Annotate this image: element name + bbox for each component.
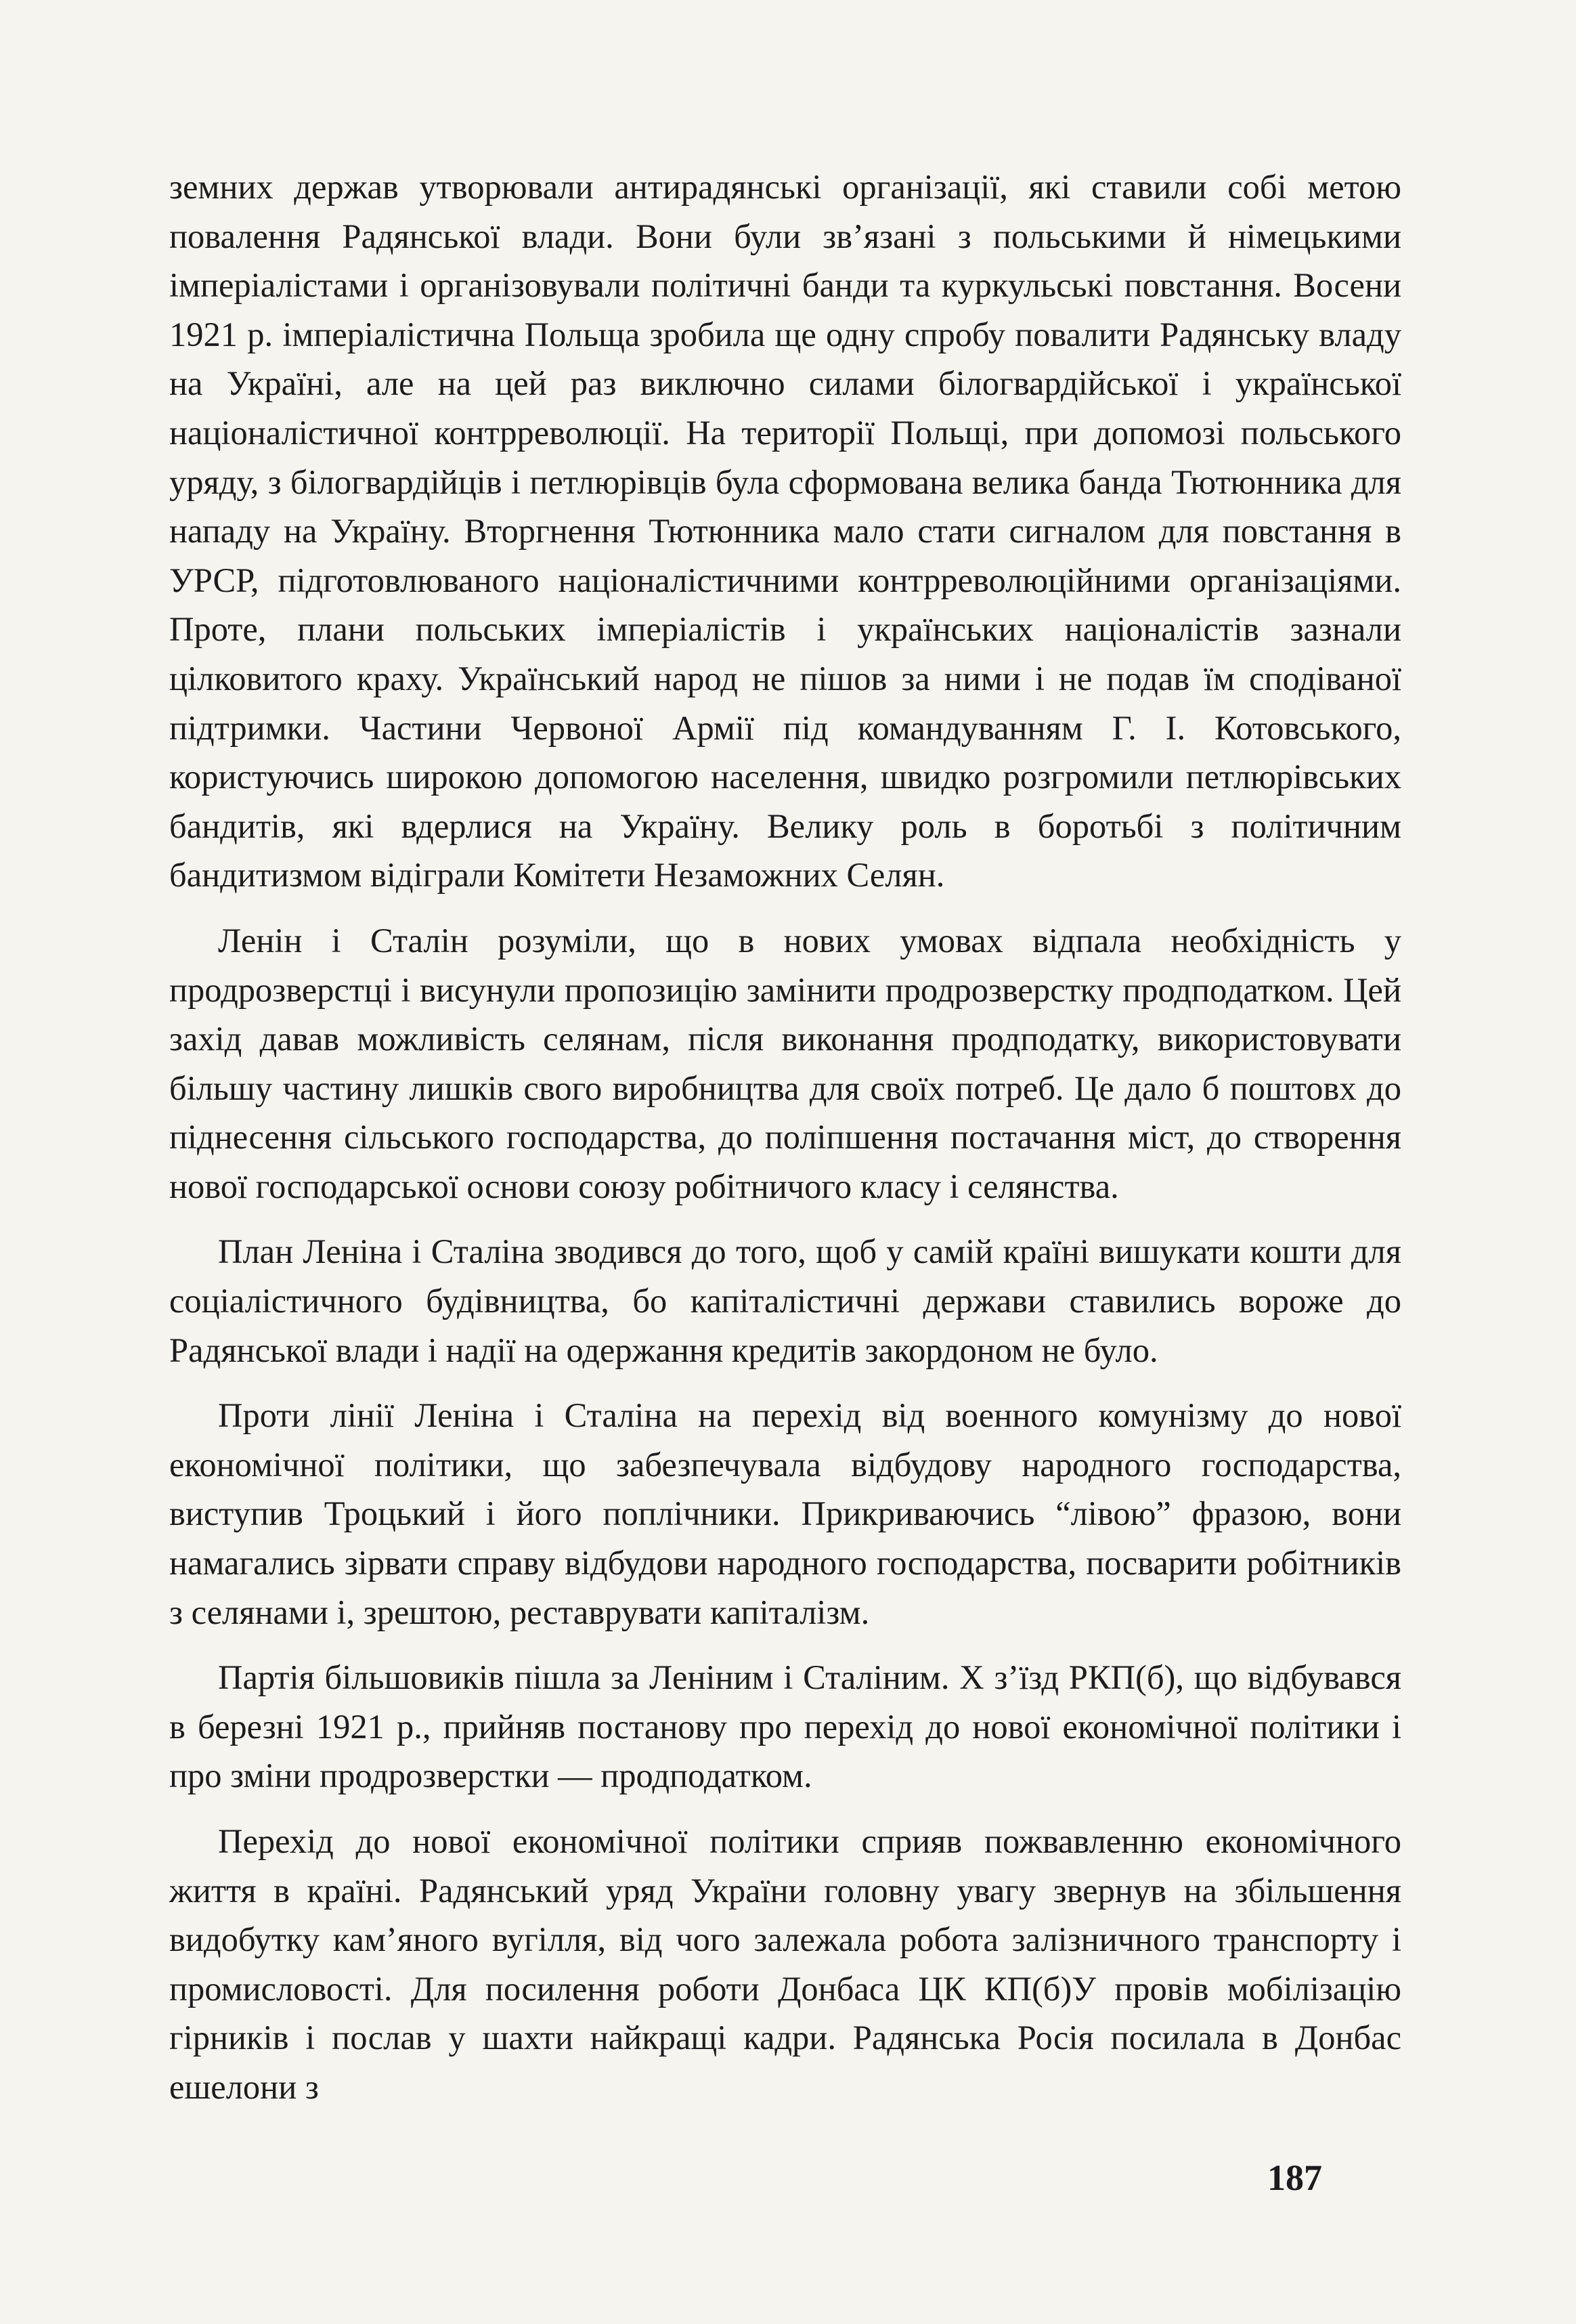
paragraph-3: План Леніна і Сталіна зводився до того, щоб у самій країні вишукати кошти для соціалістичного будівництва, бо капіталістичні держави ставились вороже до Радянської влади і надії на одержання кредитів закордоном не було. — [169, 1232, 1401, 1369]
page-number: 187 — [1267, 2157, 1322, 2198]
paragraph-4: Проти лінії Леніна і Сталіна на перехід від военного комунізму до нової економічної політики, що забезпечувала відбудову народного господарства, виступив Троцький і його поплічники. Прикриваючись “лівою” фразою, вони намагались зірвати справу відбудови народного господарства, посварити робітників з селянами і, зрештою, реставрувати капіталізм. — [169, 1396, 1401, 1631]
paragraph-5: Партія більшовиків пішла за Леніним і Сталіним. X з’їзд РКП(б), що відбувався в березні 1921 р., прийняв постанову про перехід до нової економічної політики і про зміни продрозверстки — продподатком. — [169, 1658, 1401, 1795]
paragraph-2: Ленін і Сталін розуміли, що в нових умовах відпала необхідність у продрозверстці і висунули пропозицію замінити продрозверстку продподатком. Цей захід давав можливість селянам, після виконання продподатку, використовувати більшу частину лишків свого виробництва для своїх потреб. Це дало б поштовх до піднесення сільського господарства, до поліпшення постачання міст, до створення нової господарської основи союзу робітничого класу і селянства. — [169, 921, 1401, 1205]
page-text — [169, 163, 1401, 2194]
paragraph-1: земних держав утворювали антирадянські організації, які ставили собі метою повалення Радянської влади. Вони були зв’язані з польськими й німецькими імперіалістами і організовували політичні банди та куркульські повстання. Восени 1921 р. імперіалістична Польща зробила ще одну спробу повалити Радянську владу на Україні, але на цей раз виключно силами білогвардійської і української націоналістичної контрреволюції. На території Польщі, при допомозі польського уряду, з білогвардійців і петлюрівців була сформована велика банда Тютюнника для нападу на Україну. Вторгнення Тютюнника мало стати сигналом для повстання в УРСР, підготовлюваного націоналістичними контрреволюційними організаціями. Проте, плани польських імперіалістів і українських націоналістів зазнали цілковитого краху. Український народ не пішов за ними і не подав їм сподіваної підтримки. Частини Червоної Армії під командуванням Г. І. Котовського, користуючись широкою допомогою населення, швидко розгромили петлюрівських бандитів, які вдерлися на Україну. Велику роль в боротьбі з політичним бандитизмом відіграли Комітети Незаможних Селян. — [169, 168, 1401, 895]
paragraph-6: Перехід до нової економічної політики сприяв пожвавленню економічного життя в країні. Радянський уряд України головну увагу звернув на збільшення видобутку кам’яного вугілля, від чого залежала робота залізничного транспорту і промисловості. Для посилення роботи Донбаса ЦК КП(б)У провів мобілізацію гірників і послав у шахти найкращі кадри. Радянська Росія посилала в Донбас ешелони з — [169, 1822, 1401, 2106]
